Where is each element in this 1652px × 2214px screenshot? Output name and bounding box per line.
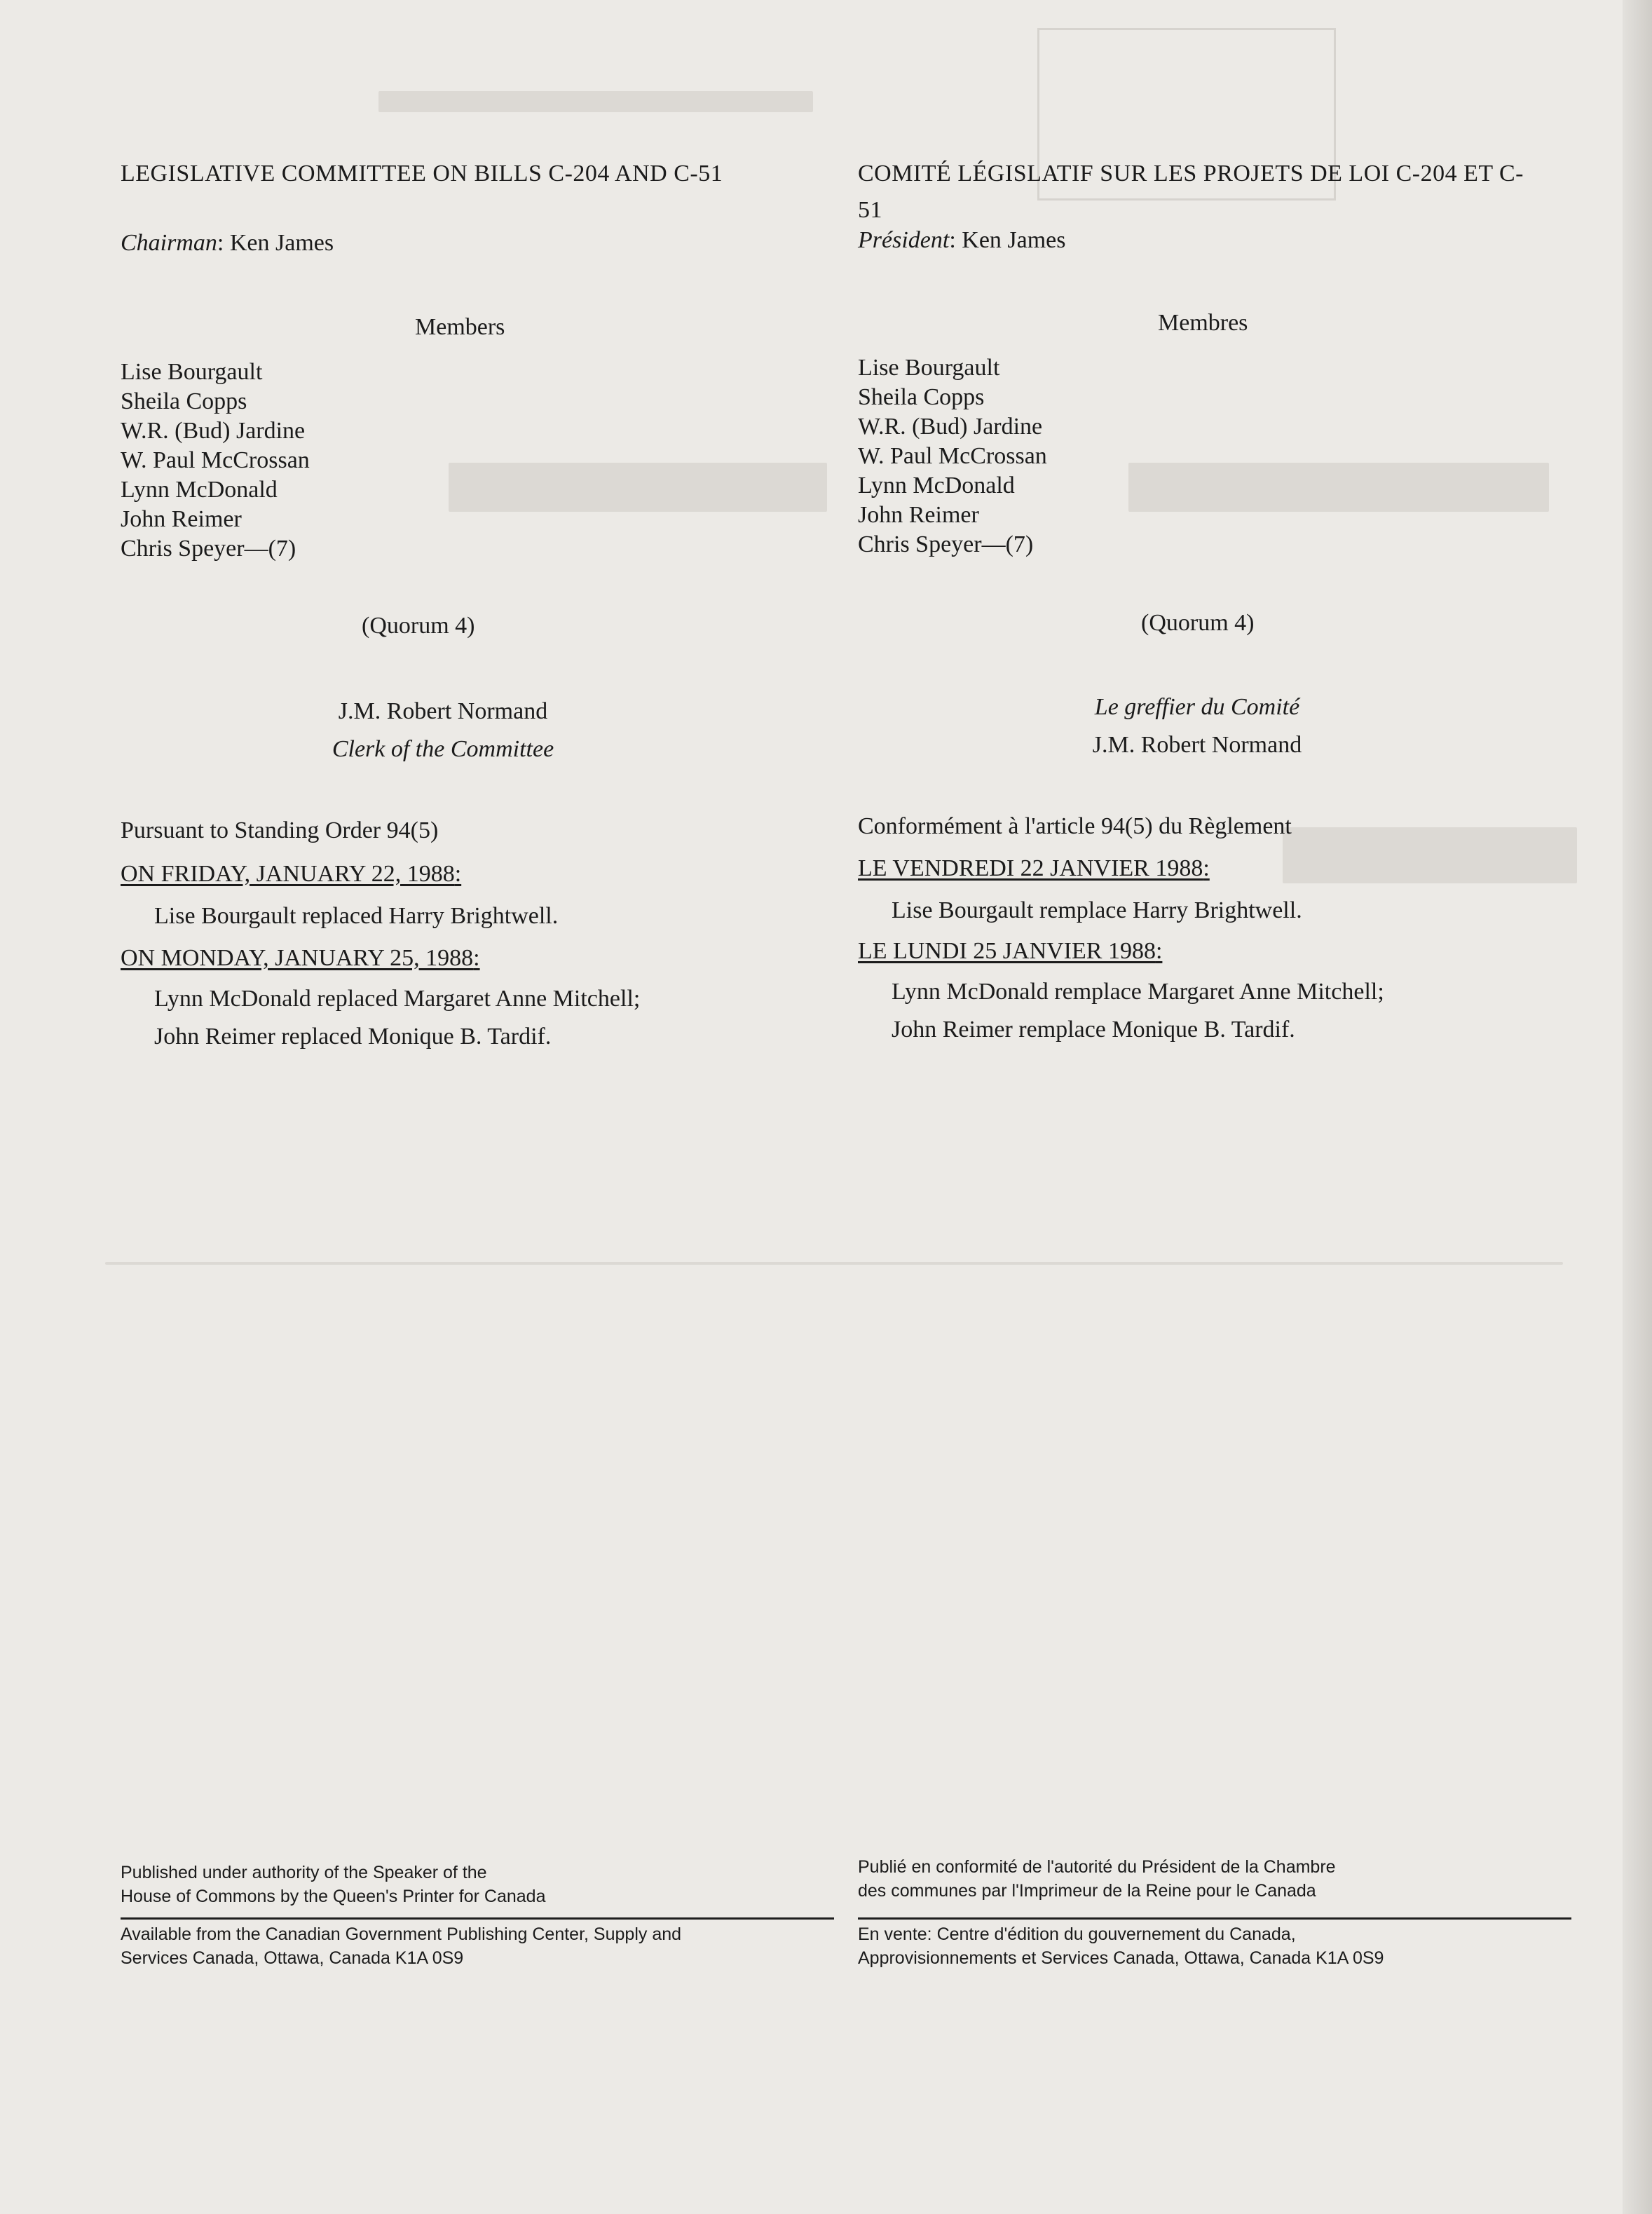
available-line: Approvisionnements et Services Canada, Ottawa, Canada K1A 0S9 bbox=[858, 1948, 1384, 1968]
committee-title: LEGISLATIVE COMMITTEE ON BILLS C-204 AND C-51 bbox=[121, 161, 723, 186]
member-list bbox=[858, 353, 1047, 559]
date-heading: ON FRIDAY, JANUARY 22, 1988: bbox=[121, 861, 462, 887]
list-item: Chris Speyer—(7) bbox=[121, 536, 296, 562]
replacement-line: John Reimer replaced Monique B. Tardif. bbox=[154, 1024, 552, 1050]
clerk-title: Clerk of the Committee bbox=[332, 736, 554, 762]
chairman-label: Chairman bbox=[121, 230, 217, 256]
list-item: Sheila Copps bbox=[121, 388, 247, 414]
list-item: Lynn McDonald bbox=[121, 477, 278, 503]
date-text: LE VENDREDI 22 JANVIER 1988 bbox=[858, 855, 1203, 881]
chairman-line bbox=[858, 227, 1066, 254]
clerk-name: J.M. Robert Normand bbox=[1092, 732, 1302, 758]
label-colon: : bbox=[949, 227, 962, 253]
list-item: W. Paul McCrossan bbox=[858, 443, 1047, 469]
footer-rule bbox=[121, 1917, 834, 1920]
bleed-through-mark bbox=[1128, 463, 1549, 512]
members-heading: Members bbox=[415, 314, 505, 340]
replacement-line: John Reimer remplace Monique B. Tardif. bbox=[892, 1017, 1295, 1043]
list-item: Sheila Copps bbox=[858, 384, 985, 410]
standing-order-note: Pursuant to Standing Order 94(5) bbox=[121, 817, 439, 843]
chairman-line bbox=[121, 230, 334, 257]
list-item: Lise Bourgault bbox=[121, 359, 263, 385]
footer-rule bbox=[858, 1917, 1571, 1920]
committee-title: COMITÉ LÉGISLATIF SUR LES PROJETS DE LOI C-204 ET C-51 bbox=[858, 161, 1524, 223]
bleed-through-mark bbox=[105, 1262, 1563, 1265]
published-notice bbox=[121, 1861, 545, 1908]
list-item: John Reimer bbox=[858, 502, 979, 528]
published-line: Publié en conformité de l'autorité du Président de la Chambre bbox=[858, 1857, 1336, 1877]
list-item: Chris Speyer—(7) bbox=[858, 531, 1034, 557]
bleed-through-mark bbox=[1283, 827, 1577, 883]
date-text: LE LUNDI 25 JANVIER 1988 bbox=[858, 938, 1156, 964]
chairman-label: Président bbox=[858, 227, 950, 253]
published-line: Published under authority of the Speaker of the bbox=[121, 1863, 487, 1882]
available-line: Available from the Canadian Government Publishing Center, Supply and bbox=[121, 1924, 682, 1944]
page-spine-shadow bbox=[1623, 0, 1652, 2214]
quorum: (Quorum 4) bbox=[1141, 610, 1255, 636]
members-heading: Membres bbox=[1158, 310, 1248, 336]
clerk-name: J.M. Robert Normand bbox=[338, 698, 548, 724]
availability-notice bbox=[121, 1922, 681, 1970]
list-item: W.R. (Bud) Jardine bbox=[858, 414, 1043, 440]
published-notice bbox=[858, 1855, 1336, 1903]
available-line: Services Canada, Ottawa, Canada K1A 0S9 bbox=[121, 1948, 464, 1968]
standing-order-note: Conformément à l'article 94(5) du Règlement bbox=[858, 813, 1292, 839]
published-line: des communes par l'Imprimeur de la Reine pour le Canada bbox=[858, 1881, 1316, 1901]
bleed-through-mark bbox=[449, 463, 827, 512]
label-colon: : bbox=[217, 230, 230, 256]
clerk-block bbox=[233, 693, 653, 768]
member-list bbox=[121, 358, 310, 564]
chairman-name: Ken James bbox=[229, 230, 334, 256]
replacement-line: Lise Bourgault remplace Harry Brightwell. bbox=[892, 897, 1302, 923]
chairman-name: Ken James bbox=[962, 227, 1066, 253]
published-line: House of Commons by the Queen's Printer for Canada bbox=[121, 1887, 546, 1906]
bleed-through-mark bbox=[378, 91, 813, 112]
list-item: W. Paul McCrossan bbox=[121, 447, 310, 473]
available-line: En vente: Centre d'édition du gouvernement du Canada, bbox=[858, 1924, 1296, 1944]
clerk-block bbox=[987, 688, 1407, 764]
list-item: John Reimer bbox=[121, 506, 242, 532]
replacement-line: Lynn McDonald replaced Margaret Anne Mitchell; bbox=[154, 986, 641, 1012]
date-text: ON MONDAY, JANUARY 25, 1988 bbox=[121, 945, 474, 971]
list-item: Lise Bourgault bbox=[858, 355, 1000, 381]
date-heading: LE LUNDI 25 JANVIER 1988: bbox=[858, 938, 1163, 964]
date-text: ON FRIDAY, JANUARY 22, 1988 bbox=[121, 861, 455, 887]
clerk-title: Le greffier du Comité bbox=[1094, 694, 1300, 720]
replacement-line: Lynn McDonald remplace Margaret Anne Mitchell; bbox=[892, 979, 1384, 1005]
availability-notice bbox=[858, 1922, 1384, 1970]
replacement-line: Lise Bourgault replaced Harry Brightwell. bbox=[154, 903, 559, 929]
date-heading: ON MONDAY, JANUARY 25, 1988: bbox=[121, 945, 480, 971]
quorum: (Quorum 4) bbox=[362, 613, 475, 639]
list-item: Lynn McDonald bbox=[858, 473, 1015, 498]
list-item: W.R. (Bud) Jardine bbox=[121, 418, 306, 444]
date-heading: LE VENDREDI 22 JANVIER 1988: bbox=[858, 855, 1210, 881]
